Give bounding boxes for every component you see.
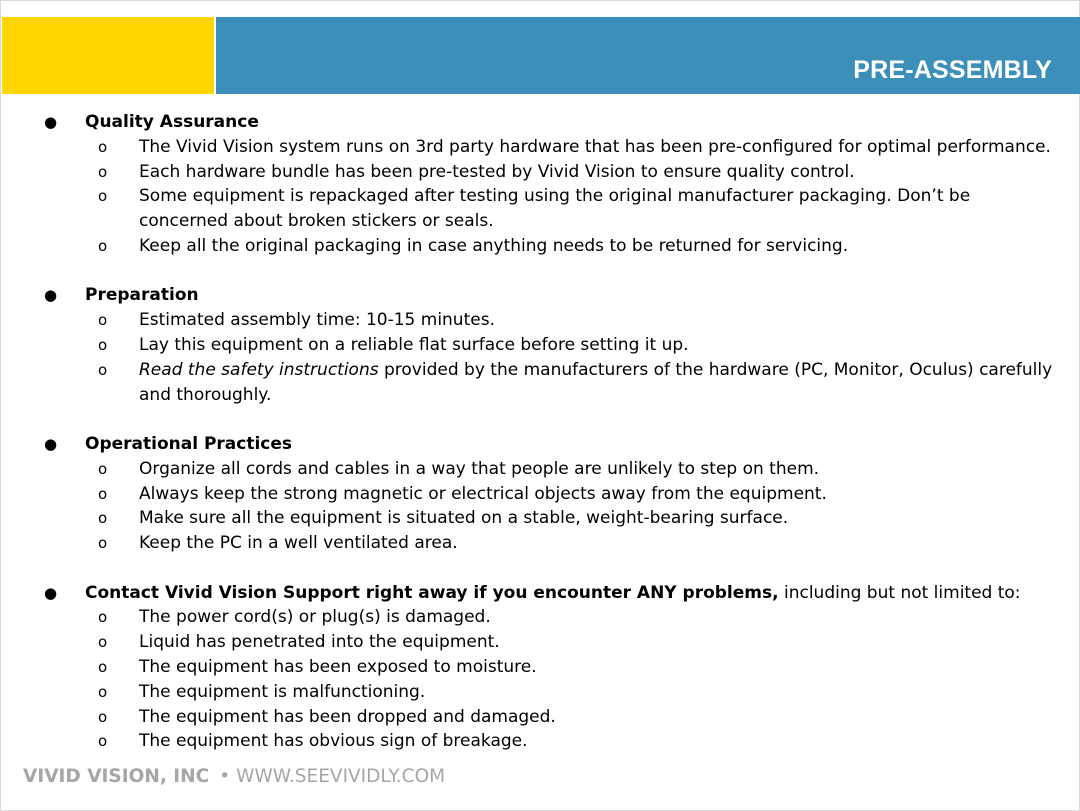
list-item-text: Each hardware bundle has been pre-tested by Vivid Vision to ensure quality control. [139,161,855,182]
sub-bullet-icon: o [98,137,108,156]
bullet-icon: ● [44,583,58,602]
list-item-text: and thoroughly. [139,384,272,405]
list-item [0,506,1080,531]
sub-bullet-icon: o [98,509,108,528]
sub-bullet-icon: o [98,459,108,478]
section-heading-row [0,110,1080,135]
list-item-text: The equipment has been dropped and damaged. [139,706,556,727]
footer-website: WWW.SEEVIVIDLY.COM [236,766,446,787]
list-item [0,655,1080,680]
list-item-text: Organize all cords and cables in a way that people are unlikely to step on them. [139,458,820,479]
list-item-text: The equipment has been exposed to moisture. [139,656,537,677]
section-heading-row [0,283,1080,308]
footer-separator: • [219,766,231,787]
list-item [0,630,1080,655]
sub-bullet-icon: o [98,360,108,379]
list-item-text: The equipment is malfunctioning. [139,681,426,702]
list-item-text: The Vivid Vision system runs on 3rd party hardware that has been pre-configured for optimal performance. [139,136,1051,157]
list-item-text: The equipment has obvious sign of breakage. [139,731,528,752]
list-item [0,482,1080,507]
list-item-text: Estimated assembly time: 10-15 minutes. [139,310,495,331]
section-heading: Quality Assurance [85,112,259,132]
list-item-text: Liquid has penetrated into the equipment. [139,632,500,653]
list-item [0,457,1080,482]
safety-instructions-emphasis: Read the safety instructions [139,359,379,380]
sub-bullet-icon: o [98,657,108,676]
list-item-text: Lay this equipment on a reliable flat surface before setting it up. [139,334,689,355]
list-item [0,531,1080,556]
bullet-icon: ● [44,434,58,453]
sub-bullet-icon: o [98,732,108,751]
sub-bullet-icon: o [98,484,108,503]
list-item-text: Keep the PC in a well ventilated area. [139,533,458,554]
list-item [0,160,1080,185]
section-quality-assurance [0,110,1080,259]
list-item-text: Make sure all the equipment is situated on a stable, weight-bearing surface. [139,508,789,529]
bullet-icon: ● [44,113,58,131]
list-item-text: Keep all the original packaging in case anything needs to be returned for servicing. [139,235,849,256]
list-item [0,705,1080,730]
section-heading: Operational Practices [85,433,293,454]
footer [23,766,445,787]
list-item [0,184,1080,209]
page-title: PRE-ASSEMBLY [853,56,1052,84]
contact-heading-bold: Contact Vivid Vision Support right away if you encounter ANY problems, [85,582,779,603]
contact-heading-suffix: including but not limited to: [778,582,1021,603]
section-contact-support [0,581,1080,755]
list-item [0,680,1080,705]
list-item-text: Some equipment is repackaged after testing using the original manufacturer packaging. Don’t be [139,186,971,207]
sub-bullet-icon: o [98,162,108,181]
list-item [0,333,1080,358]
list-item [0,729,1080,754]
sub-bullet-icon: o [98,534,108,553]
list-item-text: concerned about broken stickers or seals. [139,211,494,232]
section-preparation [0,283,1080,407]
list-item-continuation [0,383,1080,408]
bullet-icon: ● [44,286,58,305]
sub-bullet-icon: o [98,707,108,726]
list-item [0,358,1080,383]
list-item [0,605,1080,630]
footer-company: VIVID VISION, INC [23,766,210,787]
section-operational-practices [0,432,1080,556]
list-item-text [139,358,1052,383]
section-heading [85,581,1021,606]
sub-bullet-icon: o [98,682,108,701]
list-item [0,135,1080,160]
list-item [0,308,1080,333]
list-item-continuation [0,209,1080,234]
list-item-text: Always keep the strong magnetic or electrical objects away from the equipment. [139,483,827,504]
sub-bullet-icon: o [98,187,108,206]
section-heading-row [0,581,1080,606]
sub-bullet-icon: o [98,311,108,330]
sub-bullet-icon: o [98,335,108,354]
list-item [0,234,1080,259]
sub-bullet-icon: o [98,608,108,627]
safety-instructions-text: provided by the manufacturers of the hardware (PC, Monitor, Oculus) carefully [378,359,1053,380]
header-accent-yellow [2,17,214,94]
sub-bullet-icon: o [98,633,108,652]
section-heading-row [0,432,1080,457]
section-heading: Preparation [85,285,199,306]
content-list [0,110,1080,779]
sub-bullet-icon: o [98,236,108,255]
list-item-text: The power cord(s) or plug(s) is damaged. [139,607,491,628]
